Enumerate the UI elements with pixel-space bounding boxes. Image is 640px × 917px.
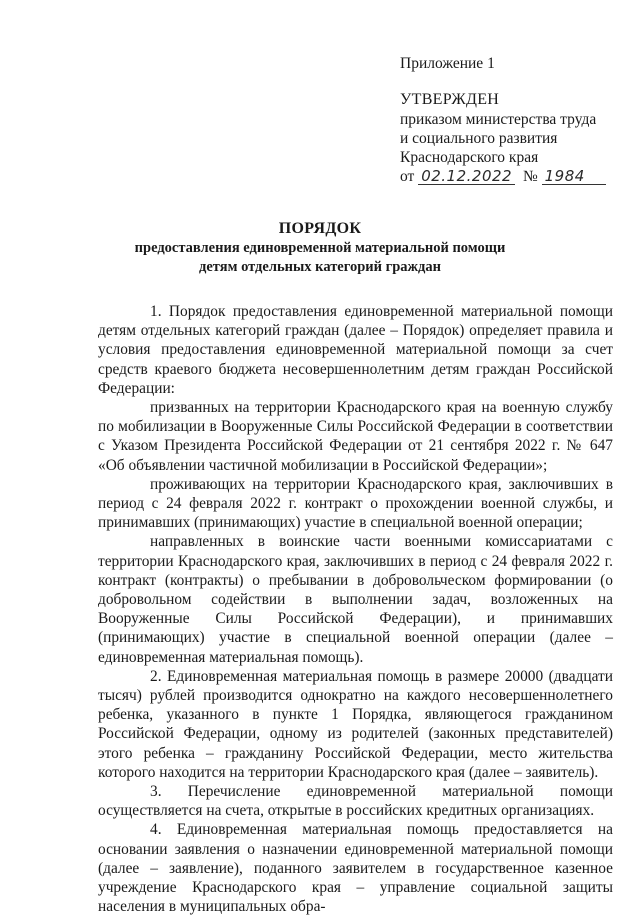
order-date-number [400,167,606,186]
number-prefix: № [522,168,538,185]
paragraph-4: 4. Единовременная материальная помощь предоставляется на основании заявления о назначении единовременной материальной помощи (далее – заявление), поданного заявителем в государственное казенное учреждение Краснодарского края – управление социальной защиты населения в муниципальных обра- [98,821,613,916]
paragraph-volunteer: направленных в воинские части военными комиссариатами с территории Краснодарского края, заключивших в период с 24 февраля 2022 г. контракт (контракты) о пребывании в добровольческом формировании (о добровольном содействии в выполнении задач, возложенных на Вооруженные Силы Российской Федерации), и принимавших (принимающих) участие в специальной военной операции (далее – единовременная материальная помощь). [98,533,613,666]
approval-block [400,90,606,186]
approved-heading: УТВЕРЖДЕН [400,91,500,108]
paragraph-3: 3. Перечисление единовременной материальной помощи осуществляется на счета, открытые в российских кредитных организациях. [98,783,613,820]
paragraph-contract: проживающих на территории Краснодарского края, заключивших в период с 24 февраля 2022 г. контракт о прохождении военной службы, и принимавших (принимающих) участие в специальной военной операции; [98,475,613,532]
approval-line-3: Краснодарского края [400,149,539,166]
appendix-label: Приложение 1 [400,55,495,72]
handwritten-date: 02.12.2022 [418,168,515,185]
approval-line-2: и социального развития [400,130,558,147]
date-prefix: от [400,168,415,185]
handwritten-number: 1984 [542,168,606,185]
paragraph-mobilized: призванных на территории Краснодарского края на военную службу по мобилизации в Вооруженные Силы Российской Федерации в соответствии с Указом Президента Российской Федерации от 21 сентября 2022 г. № 647 «Об объявлении частичной мобилизации в Российской Федерации»; [98,399,613,474]
document-subtitle-2: детям отдельных категорий граждан [199,259,441,275]
approval-line-1: приказом министерства труда [400,111,597,128]
paragraph-1: 1. Порядок предоставления единовременной материальной помощи детям отдельных категорий граждан (далее – Порядок) определяет правила и условия предоставления единовременной материальной помощи за счет средств краевого бюджета несовершеннолетним детям граждан Российской Федерации: [98,303,613,397]
paragraph-2: 2. Единовременная материальная помощь в размере 20000 (двадцати тысяч) рублей производится однократно на каждого несовершеннолетнего ребенка, указанного в пункте 1 Порядка, являющегося гражданином Российской Федерации, одному из родителей (законных представителей) этого ребенка – гражданину Российской Федерации, место жительства которого находится на территории Краснодарского края (далее – заявитель). [98,667,613,781]
document-subtitle-1: предоставления единовременной материальной помощи [134,240,506,256]
document-title: ПОРЯДОК [278,220,362,237]
document-body [98,302,613,917]
